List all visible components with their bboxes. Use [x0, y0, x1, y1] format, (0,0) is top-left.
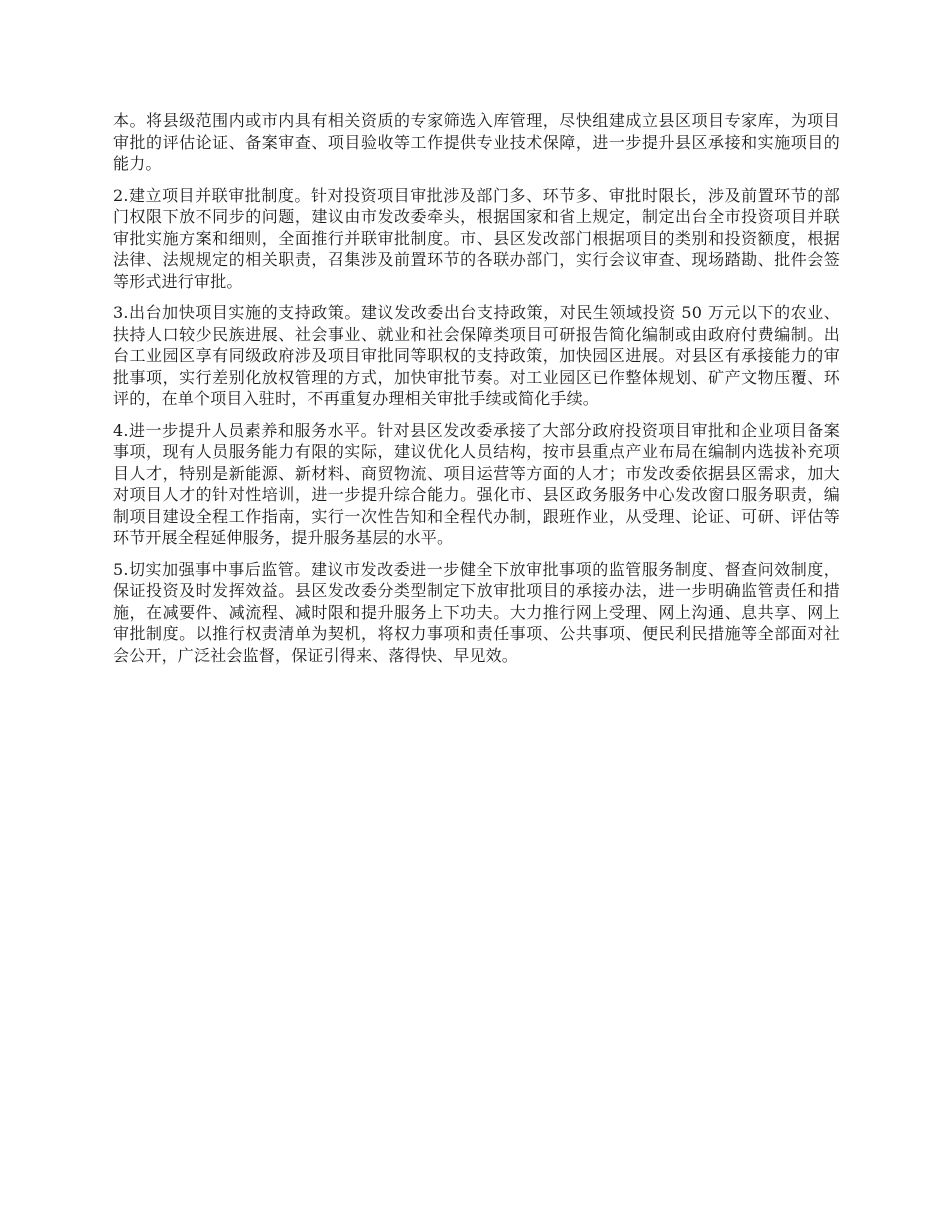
- paragraph-staff-quality: 4.进一步提升人员素养和服务水平。针对县区发改委承接了大部分政府投资项目审批和企业项目备案事项，现有人员服务能力有限的实际，建议优化人员结构，按市县重点产业布局在编制内选拔补充项目人才，特别是新能源、新材料、商贸物流、项目运营等方面的人才；市发改委依据县区需求，加大对项目人才的针对性培训，进一步提升综合能力。强化市、县区政务服务中心发改窗口服务职责，编制项目建设全程工作指南，实行一次性告知和全程代办制，跟班作业，从受理、论证、可研、评估等环节开展全程延伸服务，提升服务基层的水平。: [113, 420, 840, 547]
- paragraph-support-policy: 3.出台加快项目实施的支持政策。建议发改委出台支持政策，对民生领域投资 50 万元以下的农业、扶持人口较少民族进展、社会事业、就业和社会保障类项目可研报告简化编制或由政府付费编制。出台工业园区享有同级政府涉及项目审批同等职权的支持政策，加快园区进展。对县区有承接能力的审批事项，实行差别化放权管理的方式，加快审批节奏。对工业园区已作整体规划、矿产文物压覆、环评的，在单个项目入驻时，不再重复办理相关审批手续或简化手续。: [113, 303, 840, 408]
- paragraph-expert-pool: 本。将县级范围内或市内具有相关资质的专家筛选入库管理，尽快组建成立县区项目专家库，为项目审批的评估论证、备案审查、项目验收等工作提供专业技术保障，进一步提升县区承接和实施项目的能力。: [113, 111, 840, 173]
- paragraph-supervision: 5.切实加强事中事后监管。建议市发改委进一步健全下放审批事项的监管服务制度、督查问效制度，保证投资及时发挥效益。县区发改委分类型制定下放审批项目的承接办法，进一步明确监管责任和措施，在减要件、减流程、减时限和提升服务上下功夫。大力推行网上受理、网上沟通、息共享、网上审批制度。以推行权责清单为契机，将权力事项和责任事项、公共事项、便民利民措施等全部面对社会公开，广泛社会监督，保证引得来、落得快、早见效。: [113, 559, 840, 665]
- paragraph-parallel-approval: 2.建立项目并联审批制度。针对投资项目审批涉及部门多、环节多、审批时限长，涉及前置环节的部门权限下放不同步的问题，建议由市发改委牵头，根据国家和省上规定，制定出台全市投资项目并联审批实施方案和细则，全面推行并联审批制度。市、县区发改部门根据项目的类别和投资额度，根据法律、法规规定的相关职责，召集涉及前置环节的各联办部门，实行会议审查、现场踏勘、批件会签等形式进行审批。: [113, 185, 840, 291]
- document-body: [113, 110, 840, 676]
